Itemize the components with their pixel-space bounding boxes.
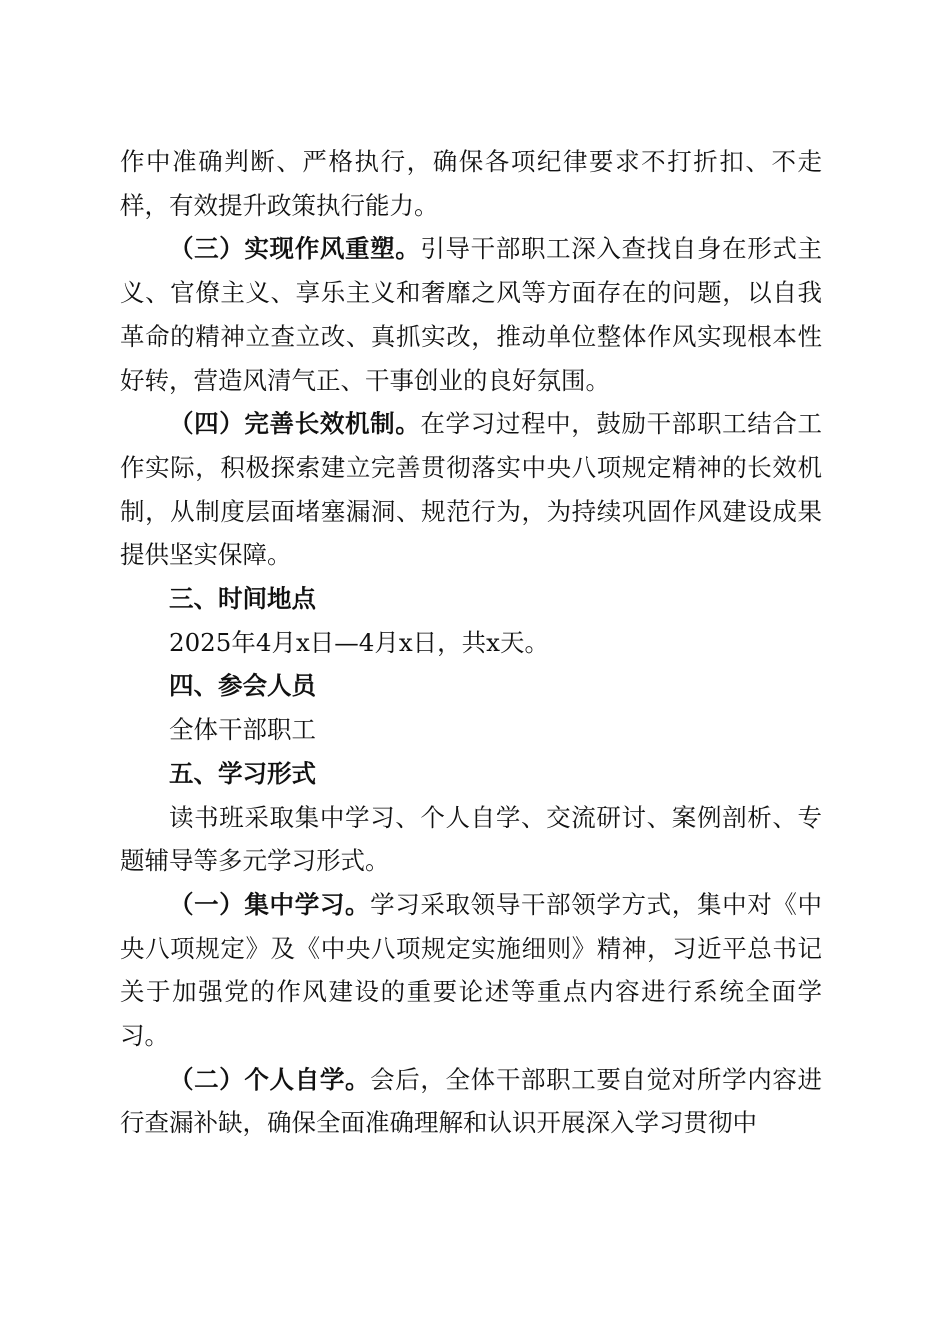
paragraph-body: 在学习过程中，鼓励干部职工结合工作实际，积极探索建立完善贯彻落实中央八项规定精神的长效机制，从制度层面堵塞漏洞、规范行为，为持续巩固作风建设成果提供坚实保障。 [120, 409, 823, 570]
section-heading-study-form: 五、学习形式 [169, 758, 316, 788]
paragraph-lead: （四）完善长效机制。 [169, 409, 421, 439]
paragraph-lead: （一）集中学习。 [169, 889, 371, 919]
section-heading-attendees: 四、参会人员 [169, 671, 316, 701]
document-page [120, 140, 822, 1145]
paragraph-study-form: 读书班采取集中学习、个人自学、交流研讨、案例剖析、专题辅导等多元学习形式。 [120, 802, 822, 876]
paragraph-lead: （三）实现作风重塑。 [169, 234, 421, 264]
paragraph-style-reshape [120, 227, 822, 402]
paragraph-self-study [120, 1058, 822, 1145]
paragraph-body: 引导干部职工深入查找自身在形式主义、官僚主义、享乐主义和奢靡之风等方面存在的问题，以自我革命的精神立查立改、真抓实改，推动单位整体作风实现根本性好转，营造风清气正、干事创业的良好氛围。 [120, 234, 823, 395]
paragraph-lead: （二）个人自学。 [169, 1064, 371, 1094]
attendees-text: 全体干部职工 [169, 715, 316, 745]
paragraph-body: 会后，全体干部职工要自觉对所学内容进行查漏补缺，确保全面准确理解和认识开展深入学习贯彻中 [120, 1064, 823, 1138]
paragraph-centralized-study [120, 883, 822, 1058]
paragraph-policy-execution: 作中准确判断、严格执行，确保各项纪律要求不打折扣、不走样，有效提升政策执行能力。 [120, 147, 822, 220]
paragraph-body: 学习采取领导干部领学方式，集中对《中央八项规定》及《中央八项规定实施细则》精神，习近平总书记关于加强党的作风建设的重要论述等重点内容进行系统全面学习。 [120, 889, 823, 1051]
time-text: 2025年4月x日—4月x日，共x天。 [169, 627, 549, 657]
paragraph-long-term-mechanism [120, 402, 822, 577]
section-heading-time-place: 三、时间地点 [169, 584, 316, 614]
